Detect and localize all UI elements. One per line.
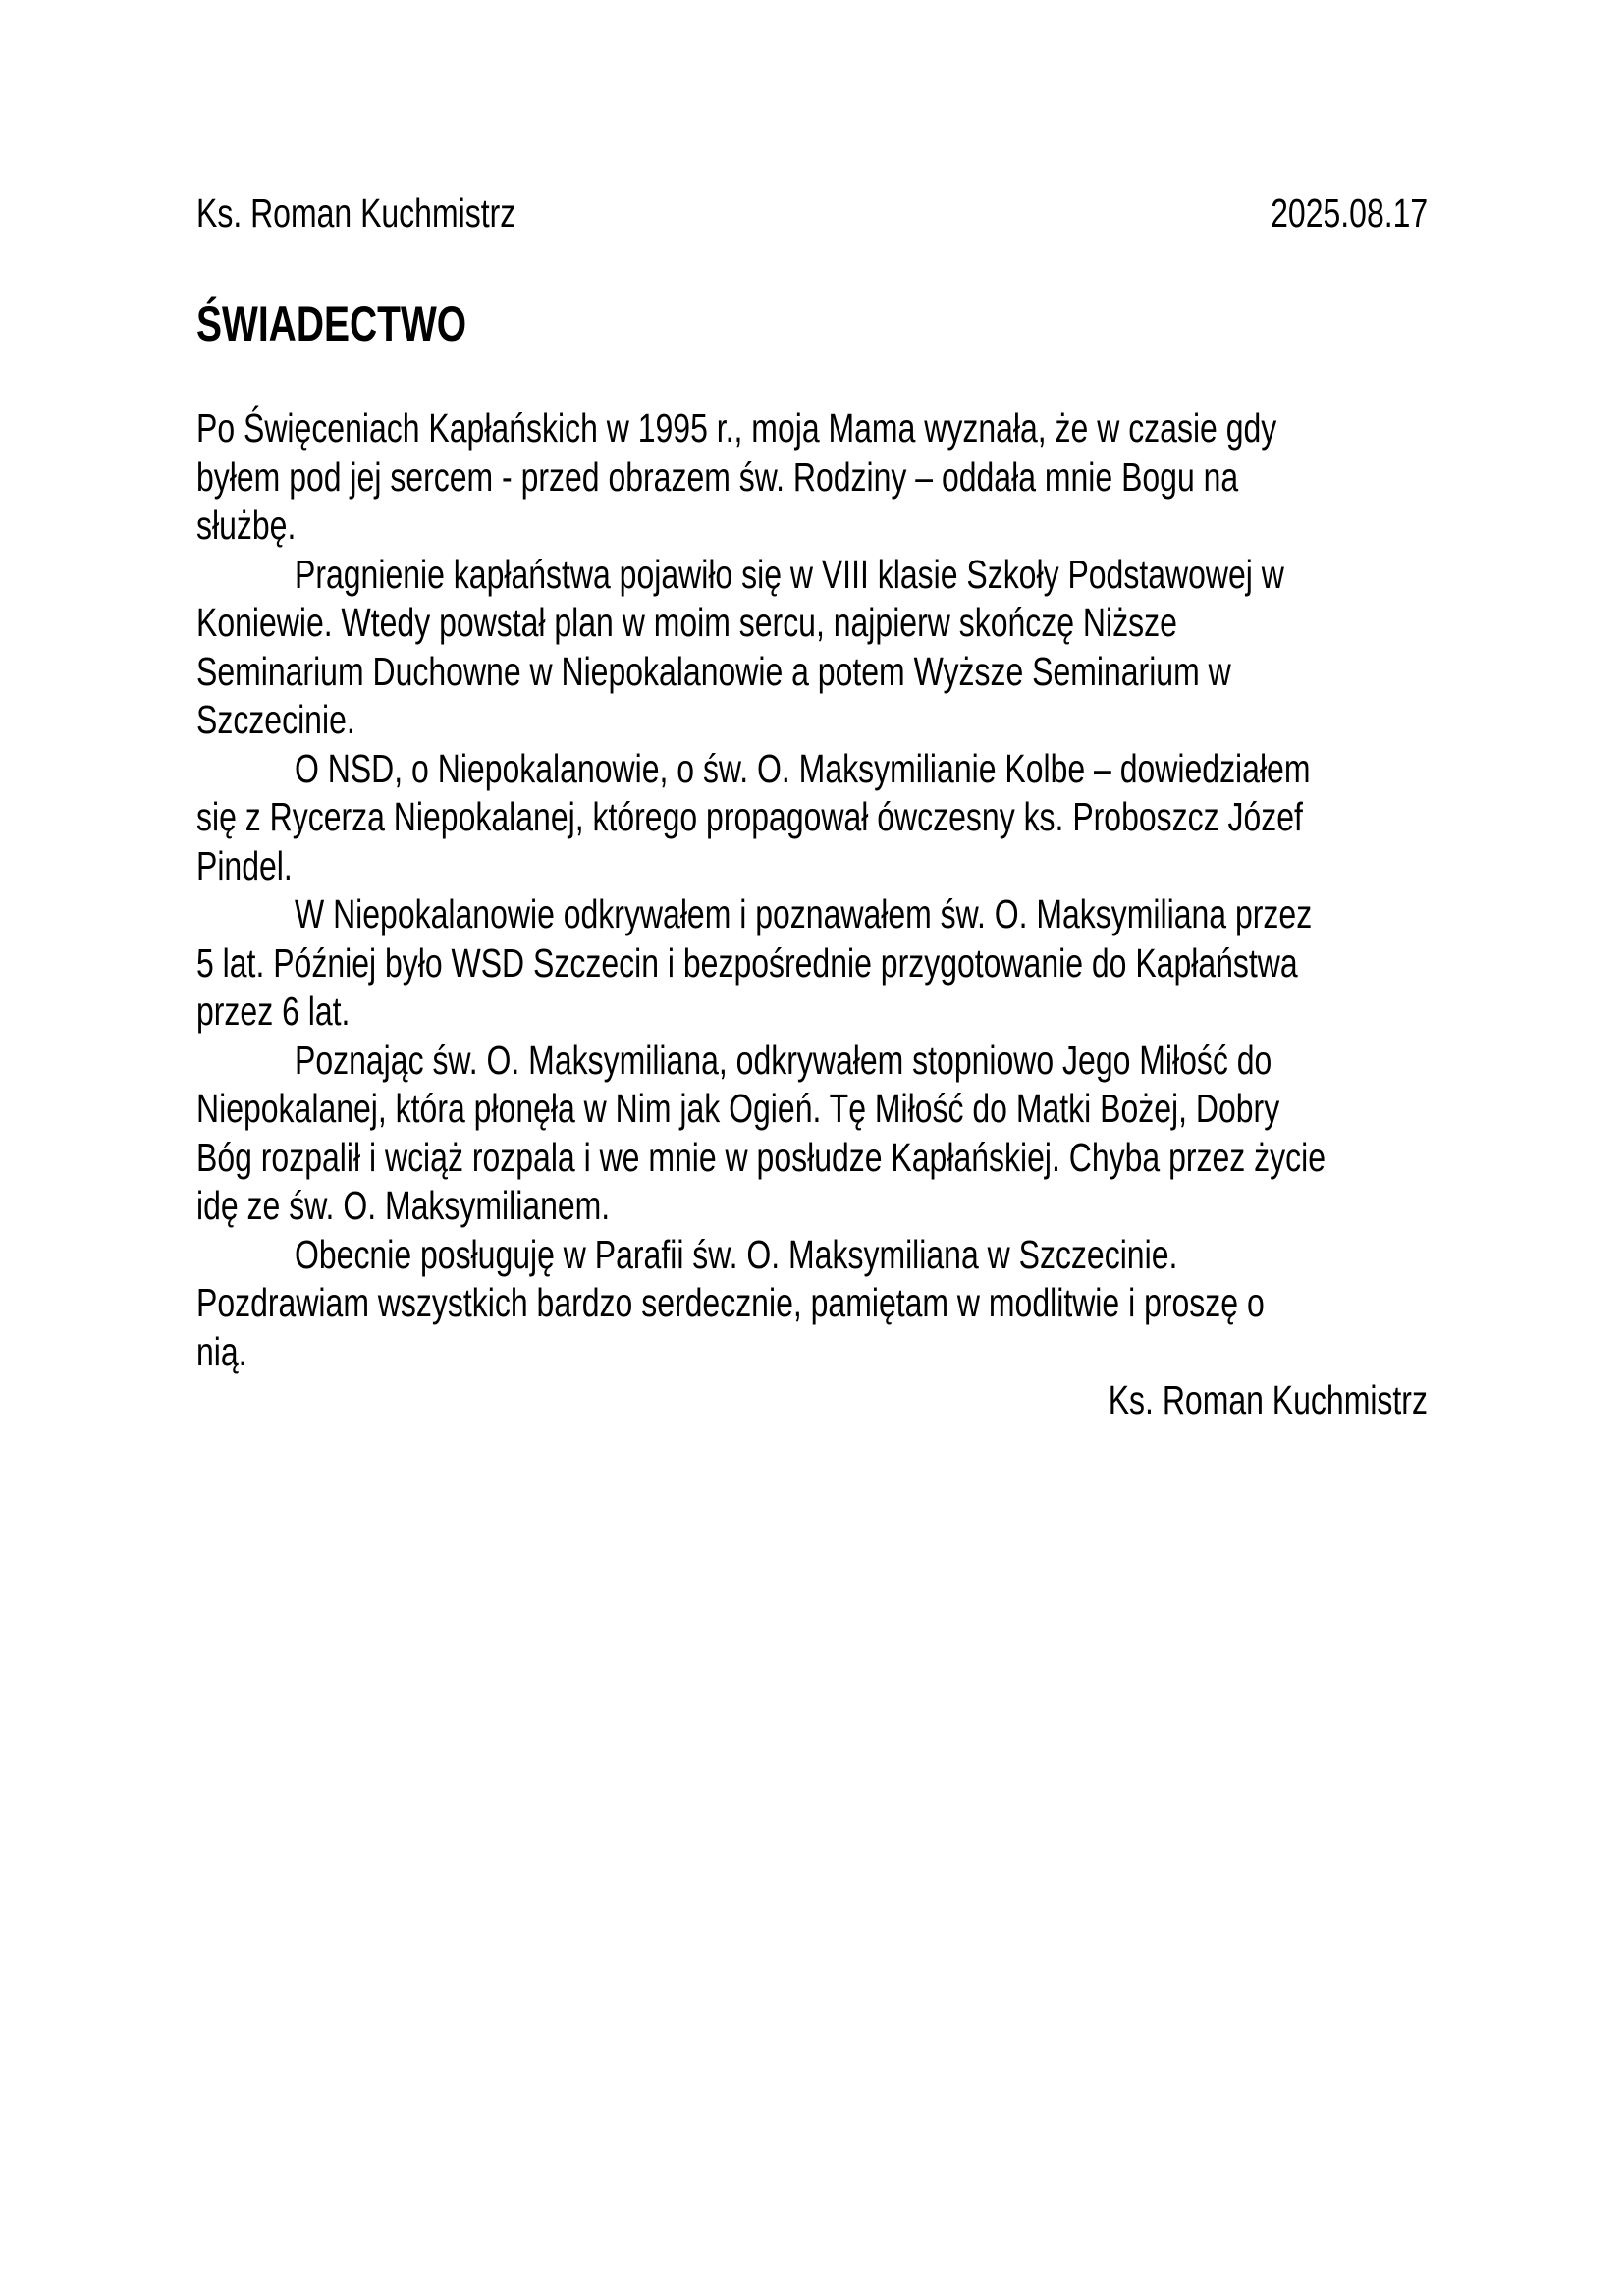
body-line: Bóg rozpalił i wciąż rozpala i we mnie w posłudze Kapłańskiej. Chyba przez życie — [196, 1134, 1326, 1180]
body-line: się z Rycerza Niepokalanej, którego propagował ówczesny ks. Proboszcz Józef — [196, 794, 1303, 839]
body-line: Seminarium Duchowne w Niepokalanowie a potem Wyższe Seminarium w — [196, 648, 1231, 694]
paragraph — [196, 1037, 1428, 1231]
paragraph — [196, 404, 1428, 551]
body-line: byłem pod jej sercem - przed obrazem św. Rodziny – oddała mnie Bogu na — [196, 454, 1239, 500]
document-body — [196, 404, 1428, 1425]
body-line: przez 6 lat. — [196, 988, 351, 1034]
body-line: Szczecinie. — [196, 697, 355, 742]
body-line: Niepokalanej, która płonęła w Nim jak Ogień. Tę Miłość do Matki Bożej, Dobry — [196, 1086, 1280, 1131]
paragraph — [196, 1231, 1428, 1377]
paragraph — [196, 890, 1428, 1037]
body-line: Poznając św. O. Maksymiliana, odkrywałem stopniowo Jego Miłość do — [295, 1037, 1272, 1083]
body-line: W Niepokalanowie odkrywałem i poznawałem św. O. Maksymiliana przez — [295, 891, 1313, 936]
body-line: Pindel. — [196, 842, 293, 888]
body-line: służbę. — [196, 503, 297, 548]
body-line: idę ze św. O. Maksymilianem. — [196, 1183, 611, 1228]
document-title: ŚWIADECTWO — [196, 296, 467, 351]
body-line: 5 lat. Później było WSD Szczecin i bezpośrednie przygotowanie do Kapłaństwa — [196, 939, 1298, 986]
body-line: Po Święceniach Kapłańskich w 1995 r., moja Mama wyznała, że w czasie gdy — [196, 405, 1277, 451]
signature: Ks. Roman Kuchmistrz — [1108, 1377, 1428, 1422]
body-line: Obecnie posługuję w Parafii św. O. Maksymiliana w Szczecinie. — [295, 1231, 1178, 1277]
paragraph — [196, 745, 1428, 891]
header-date: 2025.08.17 — [1270, 190, 1428, 236]
body-line: Koniewie. Wtedy powstał plan w moim sercu, najpierw skończę Niższe — [196, 600, 1177, 645]
document-header — [196, 188, 1428, 238]
body-line: O NSD, o Niepokalanowie, o św. O. Maksymilianie Kolbe – dowiedziałem — [295, 745, 1311, 791]
paragraph — [196, 551, 1428, 745]
body-line: Pozdrawiam wszystkich bardzo serdecznie, pamiętam w modlitwie i proszę o — [196, 1280, 1265, 1325]
body-line: nią. — [196, 1328, 247, 1374]
body-line: Pragnienie kapłaństwa pojawiło się w VIII klasie Szkoły Podstawowej w — [295, 551, 1284, 597]
header-author: Ks. Roman Kuchmistrz — [196, 190, 516, 236]
